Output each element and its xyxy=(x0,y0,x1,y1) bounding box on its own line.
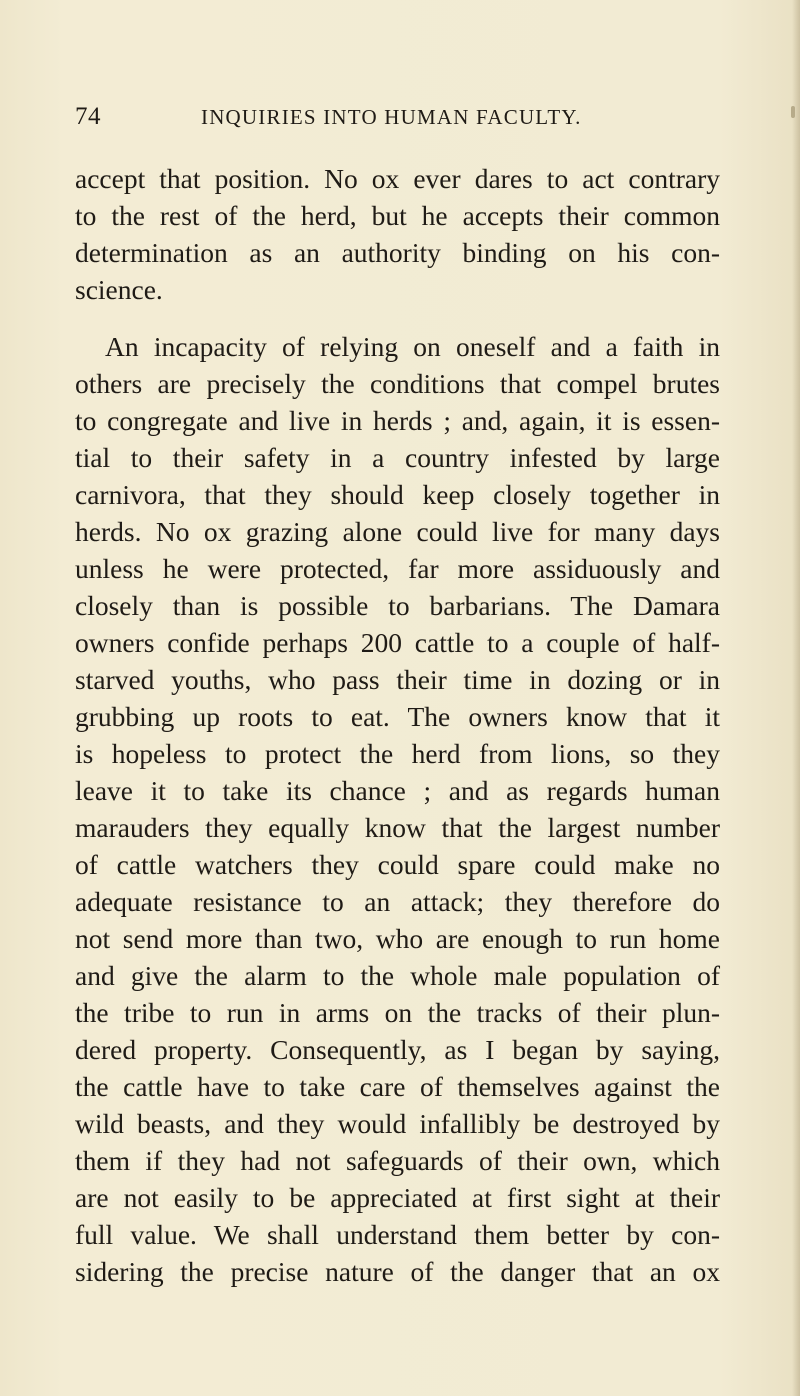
paragraph-2-line: is hopeless to protect the herd from lions, so they xyxy=(75,738,720,769)
paragraph-2-line: to congregate and live in herds ; and, again, it is essen- xyxy=(75,405,720,436)
paragraph-2-line: leave it to take its chance ; and as regards human xyxy=(75,775,720,806)
paragraph-2-line: sidering the precise nature of the danger that an ox xyxy=(75,1256,720,1287)
paragraph-1-line: accept that position. No ox ever dares to act contrary xyxy=(75,163,720,194)
paragraph-1-line: determination as an authority binding on his con- xyxy=(75,237,720,268)
paragraph-2-line: dered property. Consequently, as I began by saying, xyxy=(75,1034,720,1065)
paragraph-2-line: wild beasts, and they would infallibly be destroyed by xyxy=(75,1108,720,1139)
paragraph-2-line: them if they had not safeguards of their own, which xyxy=(75,1145,720,1176)
paragraph-2-line: starved youths, who pass their time in dozing or in xyxy=(75,664,720,695)
paragraph-2-line: closely than is possible to barbarians. The Damara xyxy=(75,590,720,621)
paragraph-2-line: the tribe to run in arms on the tracks of their plun- xyxy=(75,997,720,1028)
page-edge-shadow xyxy=(792,0,800,1396)
paragraph-2-line: An incapacity of relying on oneself and a faith in xyxy=(105,331,720,362)
page-number: 74 xyxy=(75,103,101,130)
paragraph-2-line: full value. We shall understand them better by con- xyxy=(75,1219,720,1250)
page-header xyxy=(0,103,800,133)
paragraph-2-line: grubbing up roots to eat. The owners know that it xyxy=(75,701,720,732)
paragraph-1-line: science. xyxy=(75,274,163,305)
paragraph-2-line: herds. No ox grazing alone could live for many days xyxy=(75,516,720,547)
paragraph-2-line: are not easily to be appreciated at first sight at their xyxy=(75,1182,720,1213)
paragraph-2-line: carnivora, that they should keep closely together in xyxy=(75,479,720,510)
paragraph-2-line: adequate resistance to an attack; they therefore do xyxy=(75,886,720,917)
paragraph-2-line: others are precisely the conditions that compel brutes xyxy=(75,368,720,399)
paragraph-2-line: owners confide perhaps 200 cattle to a couple of half- xyxy=(75,627,720,658)
paragraph-2-line: not send more than two, who are enough to run home xyxy=(75,923,720,954)
paragraph-2-line: marauders they equally know that the largest number xyxy=(75,812,720,843)
paragraph-2-line: tial to their safety in a country infested by large xyxy=(75,442,720,473)
paragraph-2-line: and give the alarm to the whole male population of xyxy=(75,960,720,991)
paragraph-2-line: unless he were protected, far more assiduously and xyxy=(75,553,720,584)
paragraph-2-line: of cattle watchers they could spare could make no xyxy=(75,849,720,880)
running-title: INQUIRIES INTO HUMAN FACULTY. xyxy=(201,105,582,129)
paragraph-2-line: the cattle have to take care of themselves against the xyxy=(75,1071,720,1102)
paragraph-1-line: to the rest of the herd, but he accepts their common xyxy=(75,200,720,231)
